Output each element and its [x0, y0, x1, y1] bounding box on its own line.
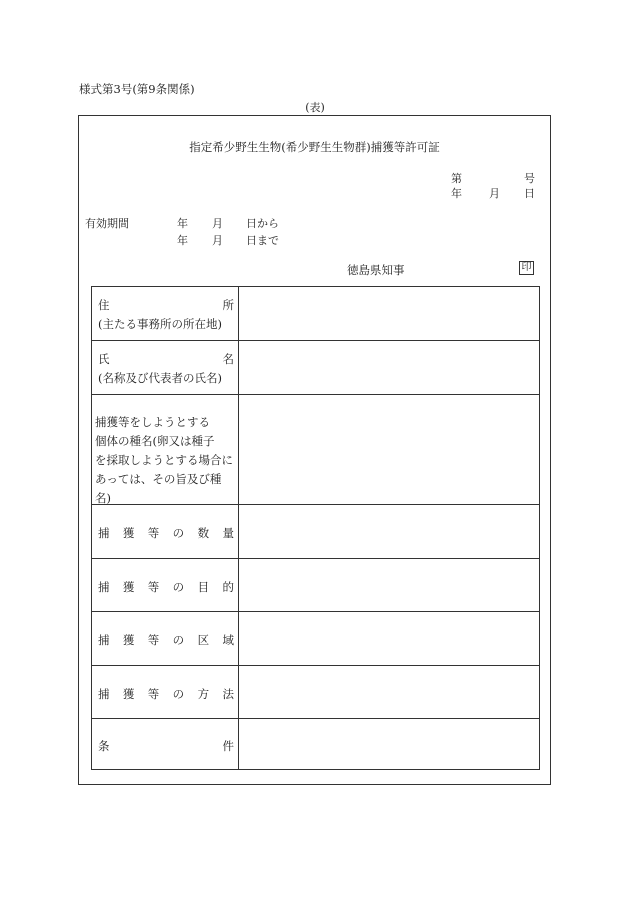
purpose-char-2: 獲 [122, 580, 135, 594]
species-label-line-2: 個体の種名(卵又は種子 [95, 434, 215, 448]
method-char-6: 法 [222, 687, 234, 701]
validity-from-year: 年 [177, 217, 188, 230]
purpose-label [98, 579, 234, 595]
document-title: 指定希少野生生物(希少野生生物群)捕獲等許可証 [189, 140, 440, 154]
purpose-char-6: 的 [222, 580, 234, 594]
permit-table [91, 286, 540, 770]
form-code: 様式第3号(第9条関係) [79, 82, 195, 96]
row-address [92, 287, 539, 340]
address-label-char-2: 所 [222, 298, 234, 312]
method-char-3: 等 [147, 687, 160, 701]
species-label-line-1: 捕獲等をしようとする [95, 415, 210, 429]
species-label-line-3: を採取しようとする場合に [95, 453, 233, 467]
issue-month-label: 月 [489, 187, 500, 200]
number-suffix: 号 [524, 172, 535, 185]
purpose-char-4: の [172, 580, 185, 594]
number-prefix: 第 [451, 172, 462, 185]
conditions-label [98, 738, 234, 754]
area-label [98, 632, 234, 648]
validity-to-month: 月 [212, 234, 223, 247]
area-char-1: 捕 [98, 633, 110, 647]
conditions-char-1: 条 [98, 739, 110, 753]
row-species [92, 394, 539, 504]
purpose-char-3: 等 [147, 580, 160, 594]
method-char-4: の [172, 687, 185, 701]
row-conditions [92, 718, 539, 769]
name-label-char-1: 氏 [98, 352, 110, 366]
purpose-char-5: 目 [197, 580, 210, 594]
validity-from-month: 月 [212, 217, 223, 230]
species-label-line-4: あっては、その旨及び種名) [95, 472, 222, 505]
name-sublabel: (名称及び代表者の氏名) [98, 371, 222, 385]
quantity-char-2: 獲 [122, 526, 135, 540]
area-char-4: の [172, 633, 185, 647]
side-label: (表) [305, 101, 325, 114]
conditions-char-2: 件 [222, 739, 234, 753]
method-char-1: 捕 [98, 687, 110, 701]
issuer-name: 徳島県知事 [347, 263, 405, 277]
area-char-6: 域 [222, 633, 234, 647]
seal-mark: 印 [519, 261, 534, 275]
area-char-2: 獲 [122, 633, 135, 647]
address-label-char-1: 住 [98, 298, 110, 312]
species-label [95, 413, 237, 508]
issue-day-label: 日 [524, 187, 535, 200]
quantity-char-6: 量 [222, 526, 234, 540]
quantity-char-4: の [172, 526, 185, 540]
issue-year-label: 年 [451, 187, 462, 200]
row-quantity [92, 504, 539, 558]
name-label-char-2: 名 [222, 352, 234, 366]
row-name [92, 340, 539, 394]
address-sublabel: (主たる事務所の所在地) [98, 317, 222, 331]
validity-from-day: 日から [246, 217, 279, 230]
row-method [92, 665, 539, 718]
name-label [98, 351, 234, 367]
quantity-char-1: 捕 [98, 526, 110, 540]
method-char-5: 方 [197, 687, 210, 701]
quantity-char-3: 等 [147, 526, 160, 540]
validity-to-day: 日まで [246, 234, 279, 247]
quantity-char-5: 数 [197, 526, 210, 540]
validity-label: 有効期間 [85, 217, 129, 230]
area-char-3: 等 [147, 633, 160, 647]
purpose-char-1: 捕 [98, 580, 110, 594]
row-area [92, 611, 539, 665]
method-char-2: 獲 [122, 687, 135, 701]
validity-to-year: 年 [177, 234, 188, 247]
quantity-label [98, 525, 234, 541]
area-char-5: 区 [197, 633, 210, 647]
address-label [98, 297, 234, 313]
row-purpose [92, 558, 539, 611]
method-label [98, 686, 234, 702]
